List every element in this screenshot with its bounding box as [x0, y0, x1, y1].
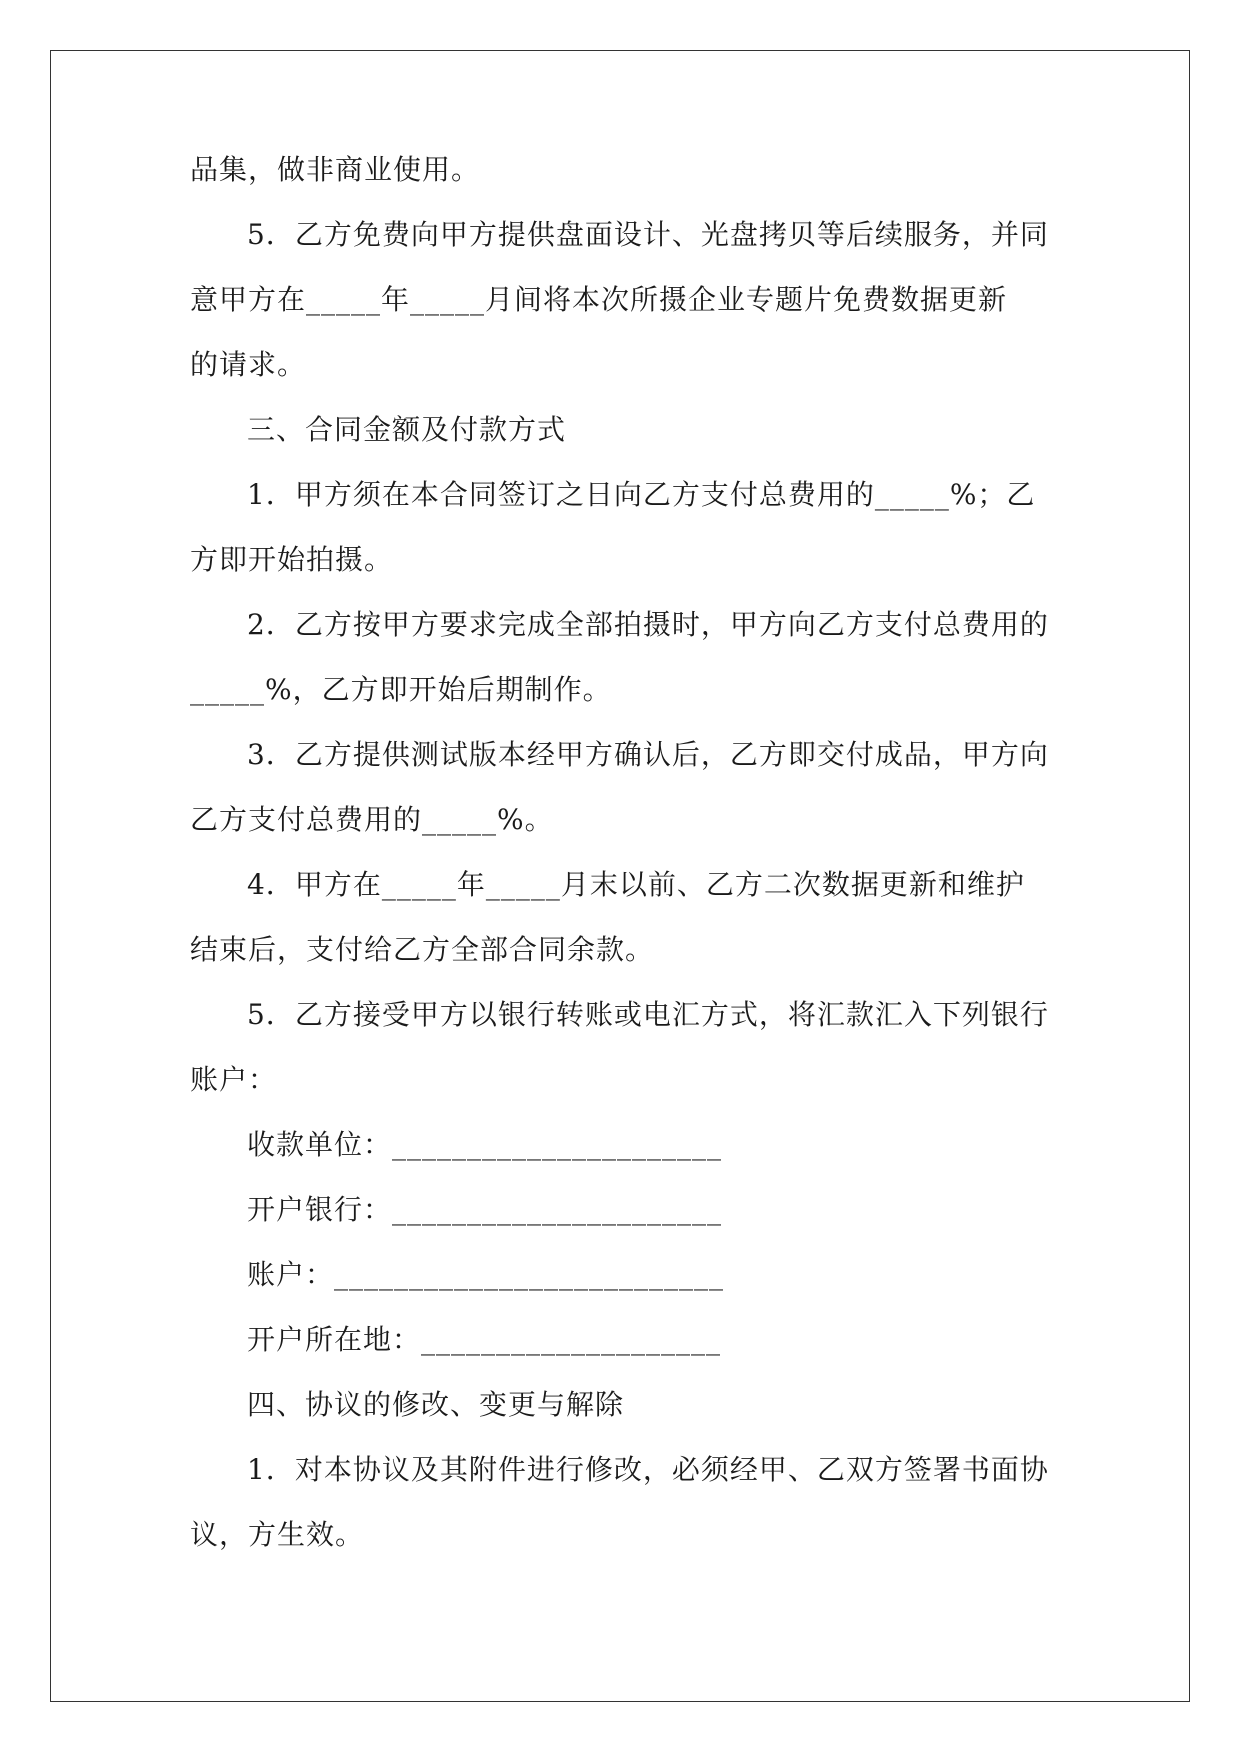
form-field-bank-location: 开户所在地：____________________	[247, 1323, 722, 1356]
text-line: 3．乙方提供测试版本经甲方确认后，乙方即交付成品，甲方向	[247, 738, 1049, 771]
text-line: 结束后，支付给乙方全部合同余款。	[190, 933, 655, 966]
text-line: 议，方生效。	[190, 1518, 365, 1551]
text-line: 5．乙方免费向甲方提供盘面设计、光盘拷贝等后续服务，并同	[247, 218, 1049, 251]
text-line: 乙方支付总费用的_____%。	[190, 803, 554, 836]
text-line: 1．甲方须在本合同签订之日向乙方支付总费用的_____%；乙	[247, 478, 1036, 511]
text-line: 1．对本协议及其附件进行修改，必须经甲、乙双方签署书面协	[247, 1453, 1049, 1486]
form-field-bank: 开户银行：______________________	[247, 1193, 723, 1226]
form-field-account: 账户：__________________________	[247, 1258, 725, 1291]
text-line: 账户：	[190, 1063, 278, 1096]
text-line: _____%，乙方即开始后期制作。	[190, 673, 612, 706]
text-line: 的请求。	[190, 348, 307, 381]
section-heading: 三、合同金额及付款方式	[247, 413, 567, 446]
section-heading: 四、协议的修改、变更与解除	[247, 1388, 625, 1421]
text-line: 5．乙方接受甲方以银行转账或电汇方式，将汇款汇入下列银行	[247, 998, 1049, 1031]
text-line: 方即开始拍摄。	[190, 543, 394, 576]
form-field-payee: 收款单位：______________________	[247, 1128, 723, 1161]
text-line: 品集，做非商业使用。	[190, 153, 481, 186]
text-line: 意甲方在_____年_____月间将本次所摄企业专题片免费数据更新	[190, 283, 1008, 316]
text-line: 2．乙方按甲方要求完成全部拍摄时，甲方向乙方支付总费用的	[247, 608, 1049, 641]
text-line: 4．甲方在_____年_____月末以前、乙方二次数据更新和维护	[247, 868, 1025, 901]
